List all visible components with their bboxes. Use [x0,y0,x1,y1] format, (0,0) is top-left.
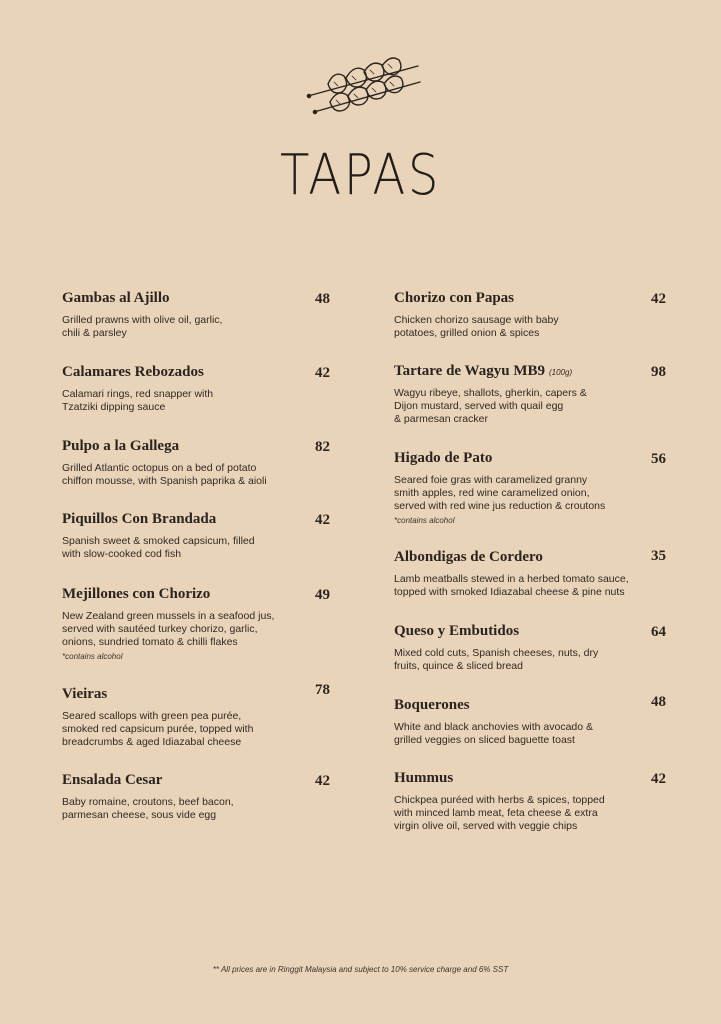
item-description: Lamb meatballs stewed in a herbed tomato sauce, topped with smoked Idiazabal cheese & pine nuts [394,573,629,598]
menu-item [62,682,334,749]
item-description: Wagyu ribeye, shallots, gherkin, capers & Dijon mustard, served with quail egg & parmesan cracker [394,387,587,425]
item-name: Gambas al Ajillo [62,290,170,306]
item-price: 56 [651,451,666,467]
menu-item [394,770,666,833]
item-price: 42 [315,512,330,528]
item-description: Baby romaine, croutons, beef bacon, parmesan cheese, sous vide egg [62,796,234,821]
item-price: 42 [651,771,666,787]
item-description: Seared scallops with green pea purée, smoked red capsicum purée, topped with breadcrumbs & aged Idiazabal cheese [62,710,254,748]
item-description: Calamari rings, red snapper with Tzatziki dipping sauce [62,388,214,413]
menu-item [394,290,666,340]
item-description: Mixed cold cuts, Spanish cheeses, nuts, dry fruits, quince & sliced bread [394,647,599,672]
item-price: 48 [651,694,666,710]
item-name: Chorizo con Papas [394,290,514,306]
item-name: Tartare de Wagyu MB9 [394,363,545,379]
skewers-illustration-icon [300,52,425,132]
item-unit: (100g) [548,368,573,377]
item-name: Albondigas de Cordero [394,549,543,565]
item-note: *contains alcohol [394,516,455,525]
item-price: 48 [315,291,330,307]
item-name: Hummus [394,770,454,786]
item-description: Grilled Atlantic octopus on a bed of potato chiffon mousse, with Spanish paprika & aioli [62,462,267,487]
item-description: New Zealand green mussels in a seafood jus, served with sautéed turkey chorizo, garlic, onions, sundried tomato & chilli flakes [62,610,275,648]
item-name: Higado de Pato [394,450,493,466]
item-price: 82 [315,439,330,455]
menu-item [394,694,666,747]
item-price: 42 [315,773,330,789]
item-name: Vieiras [62,686,108,702]
menu-item [62,364,334,414]
menu-item [62,772,334,822]
item-description: White and black anchovies with avocado & grilled veggies on sliced baguette toast [394,721,594,746]
item-note: *contains alcohol [62,652,123,661]
item-price: 42 [651,291,666,307]
item-description: Seared foie gras with caramelized granny smith apples, red wine caramelized onion, served with red wine jus reduction & croutons [394,474,606,512]
item-price: 42 [315,365,330,381]
item-price: 64 [651,624,666,640]
item-name: Queso y Embutidos [394,623,520,639]
item-name: Pulpo a la Gallega [62,438,180,454]
menu-item [62,290,334,340]
menu-item [394,549,666,599]
page-title: TAPAS [279,143,442,208]
item-name-with-unit [394,363,666,380]
menu-item [394,450,666,525]
item-name: Boquerones [394,697,470,713]
item-price: 78 [315,682,330,698]
item-description: Spanish sweet & smoked capsicum, filled with slow-cooked cod fish [62,535,255,560]
item-price: 98 [651,364,666,380]
menu-item [394,363,666,426]
item-name: Calamares Rebozados [62,364,204,380]
item-price: 49 [315,587,330,603]
item-name: Mejillones con Chorizo [62,586,211,602]
menu-item [62,511,334,561]
menu-item [62,438,334,488]
pricing-footnote: ** All prices are in Ringgit Malaysia and subject to 10% service charge and 6% SST [212,965,509,974]
item-price: 35 [651,548,666,564]
item-description: Chicken chorizo sausage with baby potatoes, grilled onion & spices [394,314,559,339]
item-name: Ensalada Cesar [62,772,163,788]
item-name: Piquillos Con Brandada [62,511,217,527]
menu-item [62,586,334,661]
item-description: Grilled prawns with olive oil, garlic, chili & parsley [62,314,223,339]
item-description: Chickpea puréed with herbs & spices, topped with minced lamb meat, feta cheese & extra virgin olive oil, served with veggie chips [394,794,605,832]
menu-item [394,623,666,673]
